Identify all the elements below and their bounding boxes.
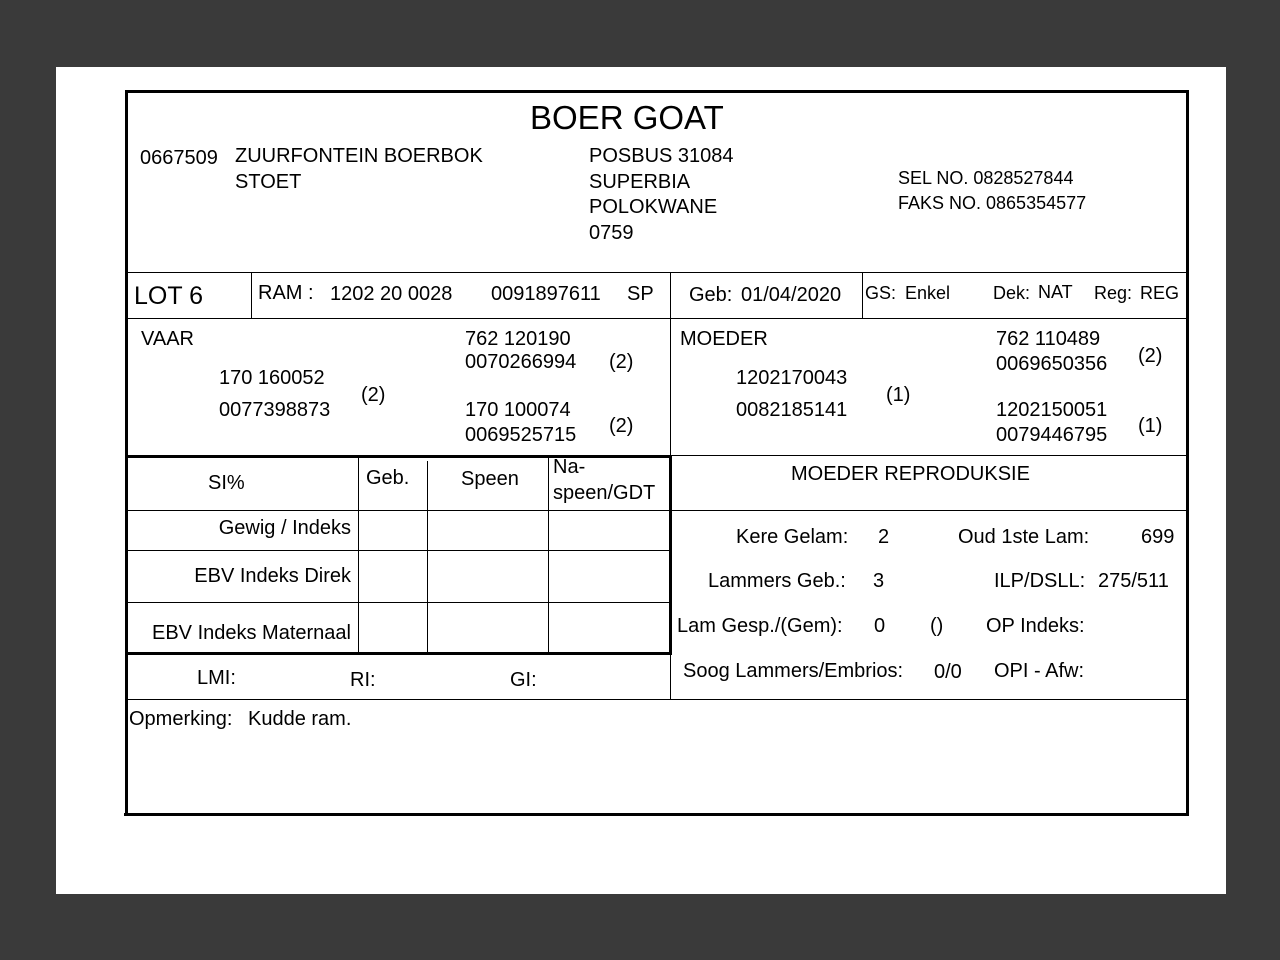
perf-header-naspeen-2: speen/GDT — [553, 482, 656, 504]
ram-class: SP — [627, 283, 654, 305]
owner-id: 0667509 — [140, 147, 218, 169]
pedigree-divider — [670, 318, 671, 456]
lot-divider-3 — [862, 272, 863, 319]
remarks-value: Kudde ram. — [248, 708, 352, 730]
perf-table-bottom-line — [127, 652, 671, 655]
ilp-dsll-value: 275/511 — [1098, 570, 1169, 592]
reg-label: Reg: — [1094, 283, 1133, 303]
sire-count: (2) — [361, 384, 386, 406]
birth-label: Geb: — [689, 284, 733, 306]
lam-gesp-parens: () — [930, 615, 944, 637]
kere-gelam-label: Kere Gelam: — [736, 526, 849, 548]
dam-count: (1) — [886, 384, 911, 406]
sire-sire-count: (2) — [609, 351, 634, 373]
perf-header-line — [127, 510, 670, 511]
lot-label: LOT 6 — [134, 282, 204, 310]
perf-row-line-2 — [127, 602, 670, 603]
sire-sire-b: 0070266994 — [465, 351, 577, 373]
address-line1: POSBUS 31084 — [589, 145, 734, 167]
birth-date: 01/04/2020 — [741, 284, 842, 306]
perf-col-line-3 — [548, 457, 549, 653]
address-line4: 0759 — [589, 222, 634, 244]
repro-title-line — [672, 510, 1187, 511]
perf-col-line-1 — [358, 457, 359, 653]
card-border-right — [1186, 90, 1189, 816]
lammers-geb-label: Lammers Geb.: — [708, 570, 846, 592]
lot-divider-1 — [251, 272, 252, 319]
dam-sire-count: (2) — [1138, 345, 1163, 367]
soog-lammers-label: Soog Lammers/Embrios: — [683, 660, 904, 682]
card-title: BOER GOAT — [530, 99, 724, 136]
dam-dam-count: (1) — [1138, 415, 1163, 437]
sire-id2: 0077398873 — [219, 399, 331, 421]
perf-row-ebv-maternaal: EBV Indeks Maternaal — [152, 622, 351, 644]
address-line3: POLOKWANE — [589, 196, 718, 218]
owner-name-line2: STOET — [235, 171, 302, 193]
opi-afw-label: OPI - Afw: — [994, 660, 1085, 682]
gi-label: GI: — [510, 669, 537, 691]
card-border-top — [125, 90, 1189, 93]
oud-lam-value: 699 — [1141, 526, 1175, 548]
lot-divider-2 — [670, 272, 671, 319]
perf-table-right-line — [669, 455, 672, 655]
lot-row-bottom-line — [127, 318, 1187, 319]
fax-number: FAKS NO. 0865354577 — [898, 193, 1087, 213]
owner-name-line1: ZUURFONTEIN BOERBOK — [235, 145, 483, 167]
repro-title: MOEDER REPRODUKSIE — [791, 463, 1030, 485]
lam-gesp-label: Lam Gesp./(Gem): — [677, 615, 843, 637]
perf-table-top-line — [127, 455, 671, 458]
dam-dam-b: 0079446795 — [996, 424, 1108, 446]
ilp-dsll-label: ILP/DSLL: — [994, 570, 1086, 592]
phone-number: SEL NO. 0828527844 — [898, 168, 1074, 188]
gs-value: Enkel — [905, 283, 951, 303]
oud-lam-label: Oud 1ste Lam: — [958, 526, 1090, 548]
remarks-label: Opmerking: — [129, 708, 233, 730]
perf-header-naspeen-1: Na- — [553, 456, 586, 478]
lammers-geb-value: 3 — [873, 570, 885, 592]
lam-gesp-value: 0 — [874, 615, 886, 637]
perf-header-si: SI% — [208, 472, 245, 494]
perf-col-line-2 — [427, 461, 428, 653]
op-indeks-label: OP Indeks: — [986, 615, 1085, 637]
dek-label: Dek: — [993, 283, 1031, 303]
perf-header-geb: Geb. — [366, 467, 410, 489]
ri-label: RI: — [350, 669, 376, 691]
address-line2: SUPERBIA — [589, 171, 691, 193]
sire-dam-a: 170 100074 — [465, 399, 571, 421]
dek-value: NAT — [1038, 282, 1073, 302]
ram-id: 0091897611 — [491, 283, 601, 305]
dam-sire-a: 762 110489 — [996, 328, 1101, 350]
sire-id1: 170 160052 — [219, 367, 325, 389]
dam-id1: 1202170043 — [736, 367, 848, 389]
card-border-bottom — [124, 813, 1188, 816]
perf-row-line-1 — [127, 550, 670, 551]
sire-label: VAAR — [141, 328, 194, 350]
sire-sire-a: 762 120190 — [465, 328, 571, 350]
dam-sire-b: 0069650356 — [996, 353, 1108, 375]
perf-header-speen: Speen — [461, 468, 519, 490]
ram-number: 1202 20 0028 — [330, 283, 453, 305]
gs-label: GS: — [865, 283, 897, 303]
sire-dam-count: (2) — [609, 415, 634, 437]
index-row-divider — [670, 655, 671, 700]
kere-gelam-value: 2 — [878, 526, 890, 548]
perf-row-ebv-direk: EBV Indeks Direk — [194, 565, 351, 587]
card-border-left — [125, 90, 128, 816]
index-row-bottom-line — [127, 699, 1187, 700]
dam-dam-a: 1202150051 — [996, 399, 1108, 421]
lmi-label: LMI: — [197, 667, 236, 689]
reg-value: REG — [1140, 283, 1180, 303]
lot-row-top-line — [127, 272, 1187, 273]
dam-id2: 0082185141 — [736, 399, 848, 421]
perf-row-gewig: Gewig / Indeks — [218, 517, 351, 539]
dam-label: MOEDER — [680, 328, 768, 350]
sire-dam-b: 0069525715 — [465, 424, 577, 446]
ram-label: RAM : — [258, 282, 314, 304]
soog-lammers-value: 0/0 — [934, 661, 962, 683]
